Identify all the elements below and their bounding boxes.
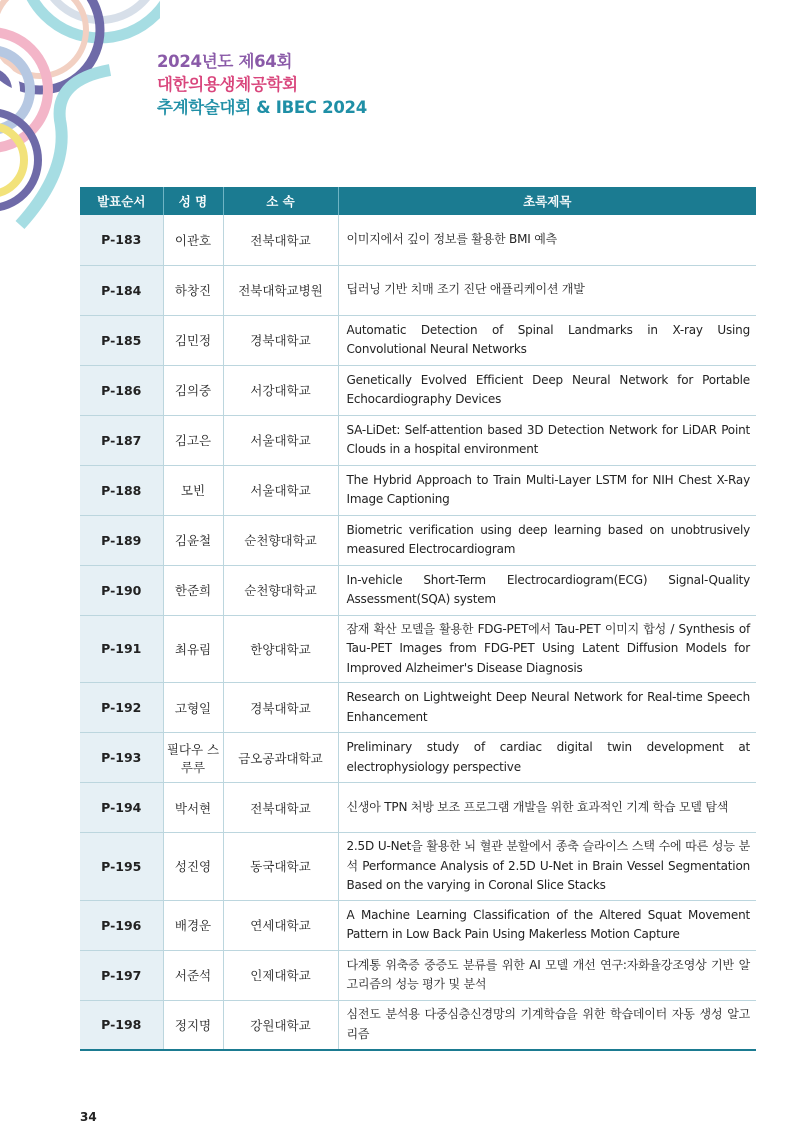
row-abstract-title: SA-LiDet: Self-attention based 3D Detection Network for LiDAR Point Clouds in a hospital environment xyxy=(338,415,756,465)
table-header-row xyxy=(80,187,756,215)
row-abstract-title: Research on Lightweight Deep Neural Network for Real-time Speech Enhancement xyxy=(338,683,756,733)
event-title-line3: 추계학술대회 & IBEC 2024 xyxy=(157,98,367,117)
row-abstract-title: 심전도 분석용 다중심층신경망의 기계학습을 위한 학습데이터 자동 생성 알고리즘 xyxy=(338,1000,756,1050)
row-affiliation: 전북대학교 xyxy=(223,215,338,265)
table-row xyxy=(80,465,756,515)
row-abstract-title: 다계통 위축증 중증도 분류를 위한 AI 모델 개선 연구:자화율강조영상 기반 알고리즘의 성능 평가 및 분석 xyxy=(338,950,756,1000)
header-affiliation: 소 속 xyxy=(223,187,338,215)
row-affiliation: 인제대학교 xyxy=(223,950,338,1000)
row-order: P-185 xyxy=(80,315,163,365)
table-row xyxy=(80,783,756,833)
row-abstract-title: 딥러닝 기반 치매 조기 진단 애플리케이션 개발 xyxy=(338,265,756,315)
row-abstract-title: 신생아 TPN 처방 보조 프로그램 개발을 위한 효과적인 기계 학습 모델 탐색 xyxy=(338,783,756,833)
row-affiliation: 금오공과대학교 xyxy=(223,733,338,783)
row-order: P-194 xyxy=(80,783,163,833)
row-abstract-title: 2.5D U-Net을 활용한 뇌 혈관 분할에서 종축 슬라이스 스택 수에 따른 성능 분석 Performance Analysis of 2.5D U-Net in Brain Vessel Segmentation Based on the varying in Coronal Slice Stacks xyxy=(338,833,756,901)
row-name: 배경운 xyxy=(163,900,223,950)
poster-session-table xyxy=(80,187,756,1051)
table-row xyxy=(80,415,756,465)
header-order: 발표순서 xyxy=(80,187,163,215)
table-row xyxy=(80,265,756,315)
row-affiliation: 경북대학교 xyxy=(223,315,338,365)
row-name: 서준석 xyxy=(163,950,223,1000)
row-order: P-192 xyxy=(80,683,163,733)
row-affiliation: 순천향대학교 xyxy=(223,565,338,615)
row-affiliation: 동국대학교 xyxy=(223,833,338,901)
table-row xyxy=(80,215,756,265)
row-name: 이관호 xyxy=(163,215,223,265)
row-order: P-198 xyxy=(80,1000,163,1050)
row-abstract-title: Preliminary study of cardiac digital twin development at electrophysiology perspective xyxy=(338,733,756,783)
table-row xyxy=(80,565,756,615)
row-affiliation: 경북대학교 xyxy=(223,683,338,733)
row-affiliation: 한양대학교 xyxy=(223,615,338,683)
table-row xyxy=(80,615,756,683)
row-abstract-title: A Machine Learning Classification of the Altered Squat Movement Pattern in Low Back Pain Using Makerless Motion Capture xyxy=(338,900,756,950)
row-name: 김의중 xyxy=(163,365,223,415)
row-order: P-196 xyxy=(80,900,163,950)
row-order: P-183 xyxy=(80,215,163,265)
row-affiliation: 강원대학교 xyxy=(223,1000,338,1050)
row-abstract-title: Automatic Detection of Spinal Landmarks in X-ray Using Convolutional Neural Networks xyxy=(338,315,756,365)
row-abstract-title: Biometric verification using deep learning based on unobtrusively measured Electrocardiogram xyxy=(338,515,756,565)
event-title-line1: 2024년도 제64회 xyxy=(157,52,293,71)
row-order: P-184 xyxy=(80,265,163,315)
row-name: 김윤철 xyxy=(163,515,223,565)
table-row xyxy=(80,1000,756,1050)
row-affiliation: 연세대학교 xyxy=(223,900,338,950)
row-affiliation: 서강대학교 xyxy=(223,365,338,415)
row-name: 성진영 xyxy=(163,833,223,901)
row-affiliation: 전북대학교 xyxy=(223,783,338,833)
row-order: P-190 xyxy=(80,565,163,615)
table-row xyxy=(80,365,756,415)
row-abstract-title: Genetically Evolved Efficient Deep Neural Network for Portable Echocardiography Devices xyxy=(338,365,756,415)
row-name: 김고은 xyxy=(163,415,223,465)
header-name: 성 명 xyxy=(163,187,223,215)
row-order: P-189 xyxy=(80,515,163,565)
table-row xyxy=(80,950,756,1000)
header-abstract-title: 초록제목 xyxy=(338,187,756,215)
table-row xyxy=(80,900,756,950)
event-title xyxy=(157,50,367,119)
row-name: 박서현 xyxy=(163,783,223,833)
row-name: 최유림 xyxy=(163,615,223,683)
event-title-line2: 대한의용생체공학회 xyxy=(157,75,298,94)
row-affiliation: 전북대학교병원 xyxy=(223,265,338,315)
table-row xyxy=(80,515,756,565)
row-abstract-title: The Hybrid Approach to Train Multi-Layer LSTM for NIH Chest X-Ray Image Captioning xyxy=(338,465,756,515)
row-name: 정지명 xyxy=(163,1000,223,1050)
row-affiliation: 서울대학교 xyxy=(223,415,338,465)
table-row xyxy=(80,833,756,901)
row-abstract-title: In-vehicle Short-Term Electrocardiogram(ECG) Signal-Quality Assessment(SQA) system xyxy=(338,565,756,615)
row-name: 김민정 xyxy=(163,315,223,365)
table-row xyxy=(80,315,756,365)
row-order: P-193 xyxy=(80,733,163,783)
row-order: P-197 xyxy=(80,950,163,1000)
row-abstract-title: 이미지에서 깊이 정보를 활용한 BMI 예측 xyxy=(338,215,756,265)
row-name: 고형일 xyxy=(163,683,223,733)
row-affiliation: 순천향대학교 xyxy=(223,515,338,565)
row-order: P-188 xyxy=(80,465,163,515)
row-name: 한준희 xyxy=(163,565,223,615)
row-affiliation: 서울대학교 xyxy=(223,465,338,515)
row-order: P-195 xyxy=(80,833,163,901)
row-abstract-title: 잠재 확산 모델을 활용한 FDG-PET에서 Tau-PET 이미지 합성 / Synthesis of Tau-PET Images from FDG-PET Using Latent Diffusion Models for Improved Alzheimer's Disease Diagnosis xyxy=(338,615,756,683)
table-row xyxy=(80,683,756,733)
row-name: 필다우 스루루 xyxy=(163,733,223,783)
page-number: 34 xyxy=(80,1110,97,1124)
row-order: P-187 xyxy=(80,415,163,465)
row-name: 모빈 xyxy=(163,465,223,515)
row-order: P-186 xyxy=(80,365,163,415)
row-name: 하창진 xyxy=(163,265,223,315)
row-order: P-191 xyxy=(80,615,163,683)
table-row xyxy=(80,733,756,783)
